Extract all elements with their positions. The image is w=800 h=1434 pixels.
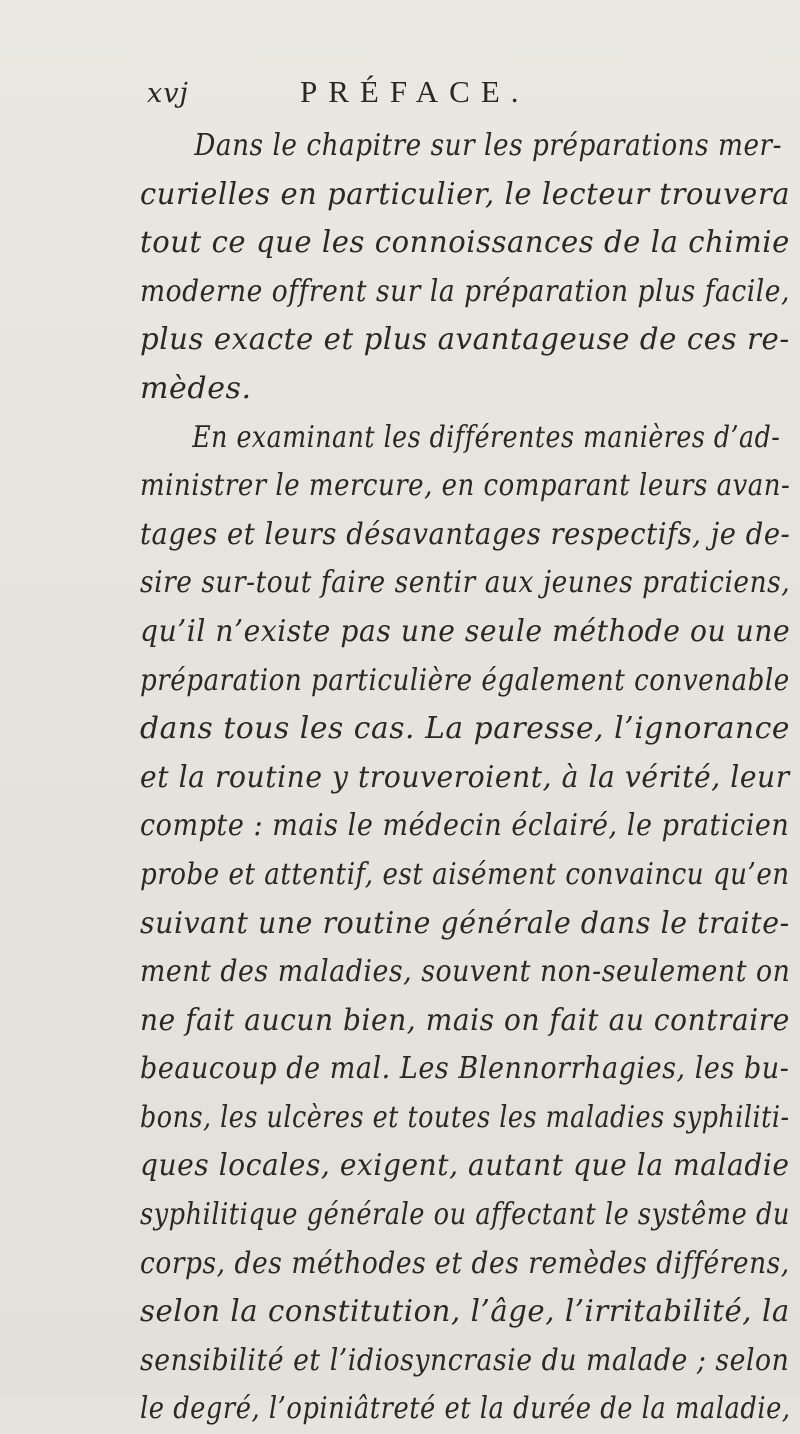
text-line: dans tous les cas. La paresse, l’ignorance [140,711,791,747]
text-line: probe et attentif, est aisément convaincu qu’en [140,856,790,892]
text-line: tout ce que les connoissances de la chimie [140,225,790,261]
text-line: qu’il n’existe pas une seule méthode ou une [140,613,791,649]
text-line: bons, les ulcères et toutes les maladies syphiliti- [140,1099,790,1135]
text-line: ment des maladies, souvent non-seulement on [140,954,791,990]
text-line: ministrer le mercure, en comparant leurs avan- [140,468,791,504]
text-line: corps, des méthodes et des remèdes différens, [140,1245,790,1281]
page-header [0,74,800,114]
text-line: préparation particulière également convenable [140,662,790,698]
running-title: PRÉFACE. [300,74,530,109]
text-line: ne fait aucun bien, mais on fait au contraire [140,1002,790,1038]
text-line: sire sur-tout faire sentir aux jeunes praticiens, [140,565,791,601]
text-line: le degré, l’opiniâtreté et la durée de la maladie, [140,1391,791,1427]
text-line: selon la constitution, l’âge, l’irritabilité, la [140,1294,790,1330]
text-line: tages et leurs désavantages respectifs, je de- [140,516,791,552]
text-line: moderne offrent sur la préparation plus facile, [140,273,790,309]
text-line: En examinant les différentes manières d’ad- [192,419,781,455]
text-line: compte : mais le médecin éclairé, le praticien [140,808,790,844]
text-line: syphilitique générale ou affectant le systême du [140,1197,790,1233]
text-line: et la routine y trouveroient, à la vérité, leur [140,759,790,795]
text-line: curielles en particulier, le lecteur trouvera [140,176,791,212]
body-text [140,122,790,1434]
text-line: beaucoup de mal. Les Blennorrhagies, les bu- [140,1051,790,1087]
text-line: plus exacte et plus avantageuse de ces re- [140,322,790,358]
text-line: mèdes. [140,370,252,406]
text-line: sensibilité et l’idiosyncrasie du malade ; selon [140,1342,790,1378]
text-line: suivant une routine générale dans le traite- [140,905,790,941]
page-number: xvj [147,78,189,109]
text-line: Dans le chapitre sur les préparations mer- [194,128,783,163]
text-line: ques locales, exigent, autant que la maladie [140,1148,790,1184]
